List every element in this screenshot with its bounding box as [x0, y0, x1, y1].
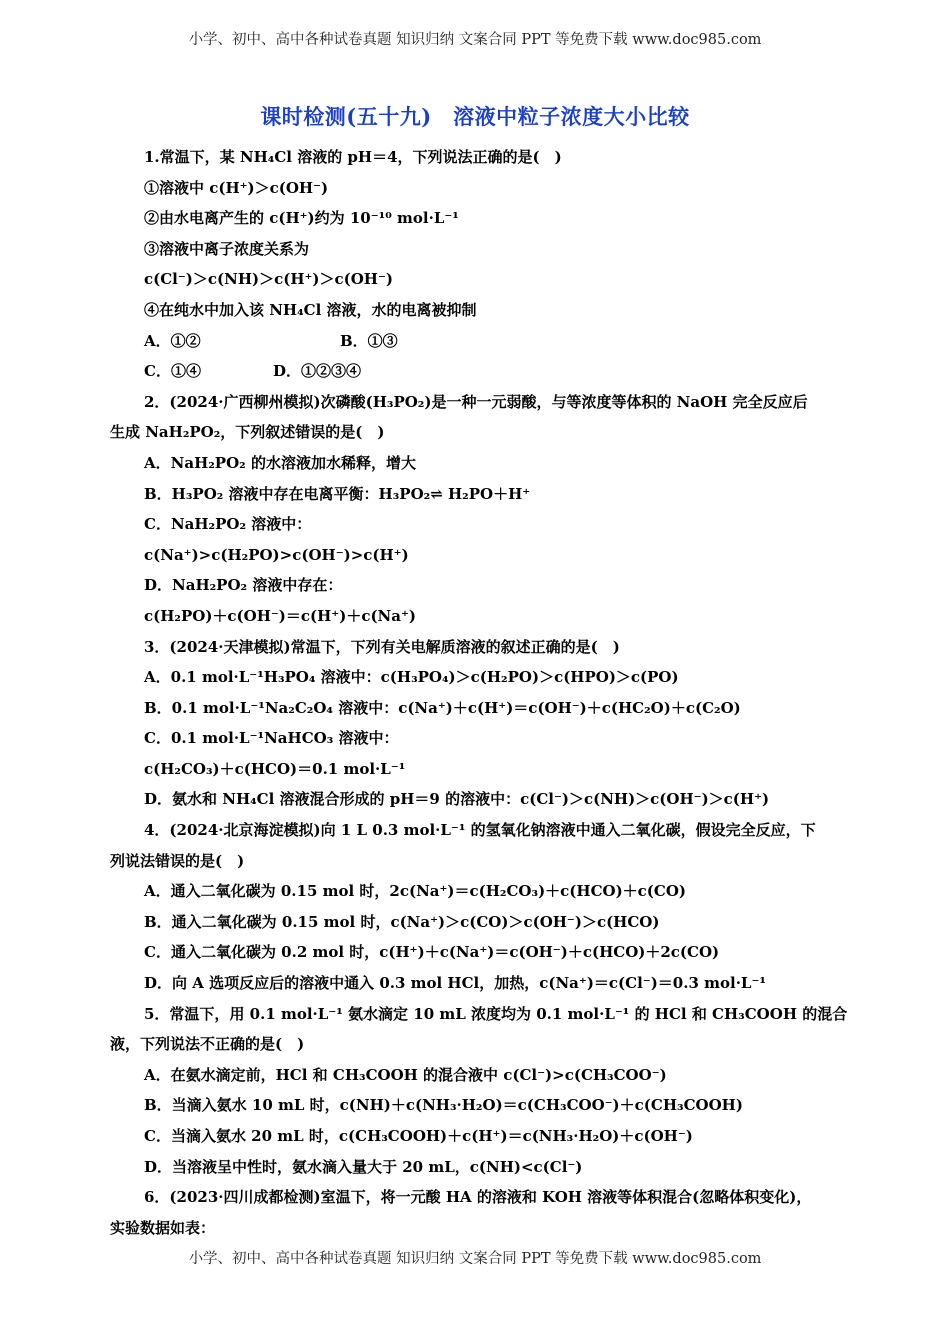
q1-option-c: C．①④ — [144, 362, 201, 381]
q1-options-ab — [110, 326, 845, 357]
q2-stem-line2: 生成 NaH₂PO₂，下列叙述错误的是( ) — [110, 423, 385, 442]
q3-stem: 3．(2024·天津模拟)常温下，下列有关电解质溶液的叙述正确的是( ) — [144, 637, 620, 656]
q3-option-d: D．氨水和 NH₄Cl 溶液混合形成的 pH＝9 的溶液中：c(Cl⁻)＞c(NH)＞c(OH⁻)＞c(H⁺) — [144, 790, 770, 809]
q1-stem: 1.常温下，某 NH₄Cl 溶液的 pH＝4，下列说法正确的是( ) — [144, 148, 562, 166]
q1-option-b: B．①③ — [340, 331, 398, 350]
q5-option-a: A．在氨水滴定前，HCl 和 CH₃COOH 的混合液中 c(Cl⁻)>c(CH₃COO⁻) — [144, 1065, 667, 1084]
q5-stem-line2: 液，下列说法不正确的是( ) — [110, 1035, 305, 1054]
q6-stem-line2: 实验数据如表： — [110, 1218, 216, 1237]
q5-option-b: B．当滴入氨水 10 mL 时，c(NH)＋c(NH₃·H₂O)＝c(CH₃COO⁻)＋c(CH₃COOH) — [144, 1096, 743, 1115]
q4-option-a: A．通入二氧化碳为 0.15 mol 时，2c(Na⁺)＝c(H₂CO₃)＋c(HCO)＋c(CO) — [144, 882, 687, 901]
q2-option-c: C．NaH₂PO₂ 溶液中： — [144, 515, 312, 534]
q3-option-c: C．0.1 mol·L⁻¹NaHCO₃ 溶液中： — [144, 729, 399, 748]
q1-option-d: D．①②③④ — [273, 362, 362, 381]
q1-options-cd — [110, 356, 845, 387]
question-list — [110, 142, 848, 1243]
q1-statement-3-formula: c(Cl⁻)＞c(NH)＞c(H⁺)＞c(OH⁻) — [144, 270, 393, 289]
page-footer: 小学、初中、高中各种试卷真题 知识归纳 文案合同 PPT 等免费下载 www.doc985.com — [188, 1251, 762, 1267]
q2-option-b: B．H₃PO₂ 溶液中存在电离平衡：H₃PO₂⇌ H₂PO＋H⁺ — [144, 484, 531, 503]
q1-option-a: A．①② — [144, 331, 201, 350]
q1-statement-2: ②由水电离产生的 c(H⁺)约为 10⁻¹⁰ mol·L⁻¹ — [144, 209, 459, 228]
q2-option-a: A．NaH₂PO₂ 的水溶液加水稀释，增大 — [144, 453, 416, 472]
q1-statement-1: ①溶液中 c(H⁺)＞c(OH⁻) — [144, 178, 329, 197]
q1-statement-4: ④在纯水中加入该 NH₄Cl 溶液，水的电离被抑制 — [144, 300, 477, 319]
q2-option-c-formula: c(Na⁺)>c(H₂PO)>c(OH⁻)>c(H⁺) — [144, 545, 409, 564]
q4-option-b: B．通入二氧化碳为 0.15 mol 时，c(Na⁺)＞c(CO)＞c(OH⁻)＞c(HCO) — [144, 912, 660, 931]
q2-option-d-formula: c(H₂PO)＋c(OH⁻)＝c(H⁺)＋c(Na⁺) — [144, 606, 416, 625]
q4-stem-line2: 列说法错误的是( ) — [110, 851, 245, 870]
q5-option-d: D．当溶液呈中性时，氨水滴入量大于 20 mL，c(NH)<c(Cl⁻) — [144, 1157, 583, 1176]
q2-stem-line1: 2．(2024·广西柳州模拟)次磷酸(H₃PO₂)是一种一元弱酸，与等浓度等体积的 NaOH 完全反应后 — [144, 392, 808, 411]
page-header: 小学、初中、高中各种试卷真题 知识归纳 文案合同 PPT 等免费下载 www.doc985.com — [188, 32, 762, 48]
page-title: 课时检测(五十九) 溶液中粒子浓度大小比较 — [260, 104, 690, 129]
q3-option-a: A．0.1 mol·L⁻¹H₃PO₄ 溶液中：c(H₃PO₄)＞c(H₂PO)＞c(HPO)＞c(PO) — [144, 668, 679, 687]
q1-statement-3: ③溶液中离子浓度关系为 — [144, 239, 310, 258]
q3-option-b: B．0.1 mol·L⁻¹Na₂C₂O₄ 溶液中：c(Na⁺)＋c(H⁺)＝c(OH⁻)＋c(HC₂O)＋c(C₂O) — [144, 698, 741, 717]
q4-stem-line1: 4．(2024·北京海淀模拟)向 1 L 0.3 mol·L⁻¹ 的氢氧化钠溶液中通入二氧化碳，假设完全反应，下 — [144, 821, 816, 840]
q2-option-d: D．NaH₂PO₂ 溶液中存在： — [144, 576, 343, 595]
q4-option-d: D．向 A 选项反应后的溶液中通入 0.3 mol HCl，加热，c(Na⁺)＝c(Cl⁻)＝0.3 mol·L⁻¹ — [144, 974, 766, 993]
q3-option-c-formula: c(H₂CO₃)＋c(HCO)＝0.1 mol·L⁻¹ — [144, 759, 406, 778]
q5-stem-line1: 5．常温下，用 0.1 mol·L⁻¹ 氨水滴定 10 mL 浓度均为 0.1 mol·L⁻¹ 的 HCl 和 CH₃COOH 的混合 — [144, 1004, 848, 1023]
q4-option-c: C．通入二氧化碳为 0.2 mol 时，c(H⁺)＋c(Na⁺)＝c(OH⁻)＋c(HCO)＋2c(CO) — [144, 943, 720, 962]
q6-stem-line1: 6．(2023·四川成都检测)室温下，将一元酸 HA 的溶液和 KOH 溶液等体积混合(忽略体积变化)， — [144, 1188, 812, 1207]
q5-option-c: C．当滴入氨水 20 mL 时，c(CH₃COOH)＋c(H⁺)＝c(NH₃·H₂O)＋c(OH⁻) — [144, 1127, 693, 1145]
